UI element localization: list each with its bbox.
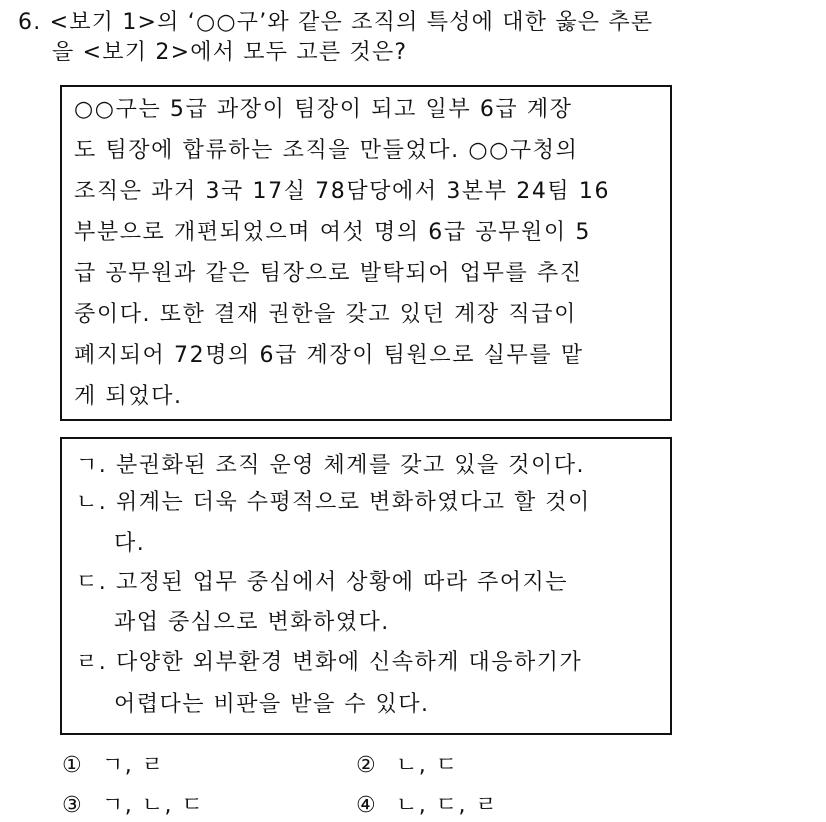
choice-4[interactable]	[356, 795, 498, 817]
option-text-continued: 과업 중심으로 변화하였다.	[114, 610, 390, 635]
option-text-continued: 어렵다는 비판을 받을 수 있다.	[114, 692, 430, 717]
passage-line: 조직은 과거 3국 17실 78담당에서 3본부 24팀 16	[74, 179, 611, 204]
option-mark: ㄹ.	[76, 650, 108, 675]
question-line: 을 <보기 2>에서 모두 고른 것은?	[52, 40, 408, 65]
choice-number: ②	[356, 753, 378, 778]
option-text: 고정된 업무 중심에서 상황에 따라 주어지는	[116, 570, 569, 595]
option-item-b	[76, 492, 591, 514]
question-line: 6. <보기 1>의 ‘○○구’와 같은 조직의 특성에 대한 옳은 추론	[18, 10, 654, 35]
passage-line: 급 공무원과 같은 팀장으로 발탁되어 업무를 추진	[74, 261, 583, 286]
choice-1[interactable]	[62, 755, 165, 777]
choice-number: ③	[62, 793, 84, 818]
choice-number: ④	[356, 793, 378, 818]
option-text-continued: 다.	[114, 531, 146, 556]
choice-number: ①	[62, 753, 84, 778]
option-item-c	[76, 572, 568, 594]
option-text: 다양한 외부환경 변화에 신속하게 대응하기가	[116, 650, 583, 675]
option-text: 위계는 더욱 수평적으로 변화하였다고 할 것이	[116, 490, 591, 515]
options-box	[60, 437, 672, 735]
option-mark: ㄴ.	[76, 490, 108, 515]
option-mark: ㄷ.	[76, 570, 108, 595]
passage-box	[60, 85, 672, 421]
passage-line: 부분으로 개편되었으며 여섯 명의 6급 공무원이 5	[74, 220, 591, 245]
passage-line: ○○구는 5급 과장이 팀장이 되고 일부 6급 계장	[74, 97, 573, 122]
choice-text: ㄱ, ㄴ, ㄷ	[102, 793, 205, 818]
choice-text: ㄴ, ㄷ, ㄹ	[396, 793, 499, 818]
option-item-a	[76, 455, 585, 477]
passage-line: 게 되었다.	[74, 384, 183, 409]
choice-text: ㄴ, ㄷ	[396, 753, 459, 778]
passage-line: 폐지되어 72명의 6급 계장이 팀원으로 실무를 맡	[74, 343, 584, 368]
passage-line: 중이다. 또한 결재 권한을 갖고 있던 계장 직급이	[74, 302, 577, 327]
option-text: 분권화된 조직 운영 체계를 갖고 있을 것이다.	[116, 453, 585, 478]
choice-3[interactable]	[62, 795, 204, 817]
choice-text: ㄱ, ㄹ	[102, 753, 165, 778]
passage-line: 도 팀장에 합류하는 조직을 만들었다. ○○구청의	[74, 138, 579, 163]
option-mark: ㄱ.	[76, 453, 108, 478]
choice-2[interactable]	[356, 755, 459, 777]
option-item-d	[76, 652, 582, 674]
